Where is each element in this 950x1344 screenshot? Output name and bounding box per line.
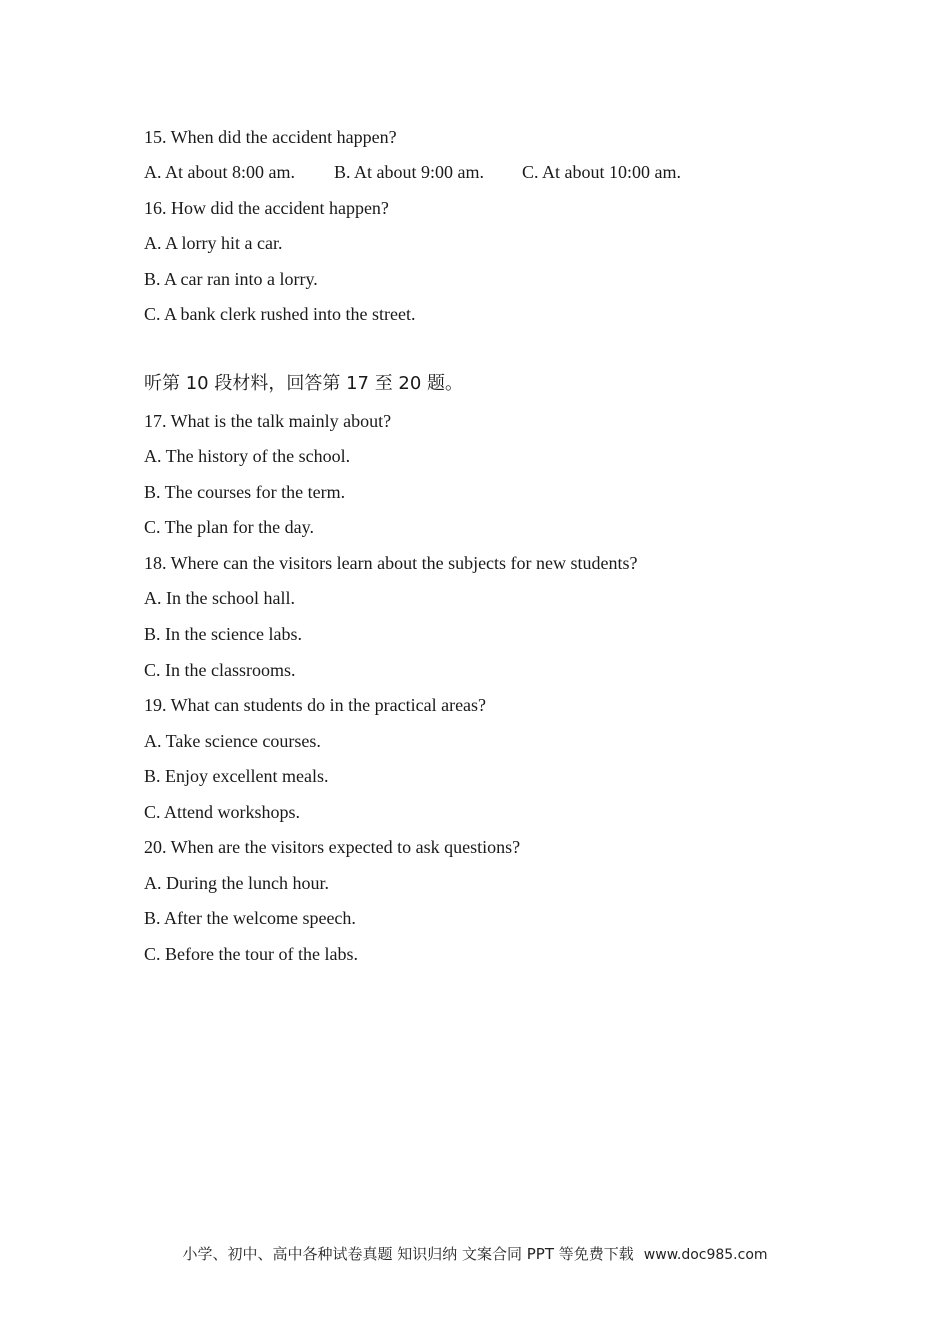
option-c: C. The plan for the day. xyxy=(144,517,314,537)
option-b: B. At about 9:00 am. xyxy=(334,162,484,182)
option-c: C. In the classrooms. xyxy=(144,660,296,680)
option-b: B. After the welcome speech. xyxy=(144,908,356,928)
option-c: C. At about 10:00 am. xyxy=(522,162,681,182)
option-c: C. Attend workshops. xyxy=(144,802,301,822)
option-b: B. In the science labs. xyxy=(144,624,302,644)
option-a: A. At about 8:00 am. xyxy=(144,162,295,182)
footer-text: 小学、初中、高中各种试卷真题 知识归纳 文案合同 PPT 等免费下载 xyxy=(182,1245,634,1263)
question-16: 16. How did the accident happen? xyxy=(144,198,389,218)
option-c: C. A bank clerk rushed into the street. xyxy=(144,304,416,324)
question-15-options xyxy=(144,161,681,183)
option-b: B. The courses for the term. xyxy=(144,482,346,502)
option-b: B. A car ran into a lorry. xyxy=(144,269,318,289)
option-a: A. The history of the school. xyxy=(144,446,351,466)
option-a: A. A lorry hit a car. xyxy=(144,233,283,253)
section-heading: 听第 10 段材料，回答第 17 至 20 题。 xyxy=(144,373,464,394)
option-a: A. During the lunch hour. xyxy=(144,873,329,893)
question-17: 17. What is the talk mainly about? xyxy=(144,411,392,431)
option-b: B. Enjoy excellent meals. xyxy=(144,766,329,786)
footer-site-link[interactable]: www.doc985.com xyxy=(643,1247,768,1263)
option-a: A. In the school hall. xyxy=(144,588,295,608)
option-a: A. Take science courses. xyxy=(144,731,321,751)
option-c: C. Before the tour of the labs. xyxy=(144,944,358,964)
page-footer xyxy=(0,1243,950,1264)
question-18: 18. Where can the visitors learn about the subjects for new students? xyxy=(144,553,638,573)
question-20: 20. When are the visitors expected to ask questions? xyxy=(144,837,521,857)
question-15: 15. When did the accident happen? xyxy=(144,127,397,147)
question-19: 19. What can students do in the practical areas? xyxy=(144,695,487,715)
